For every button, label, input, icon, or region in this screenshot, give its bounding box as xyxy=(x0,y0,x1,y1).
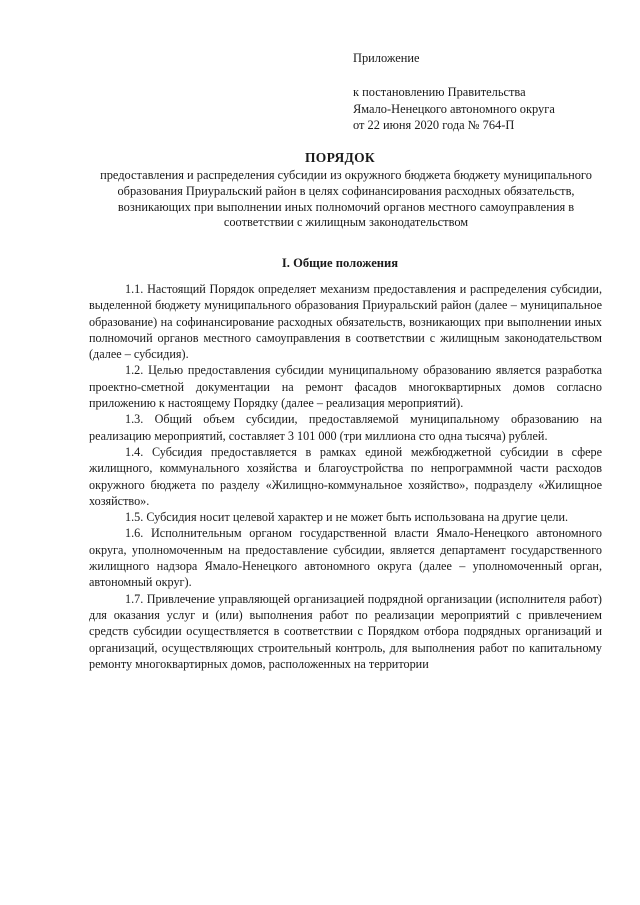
section-heading: I. Общие положения xyxy=(281,256,399,270)
document-subtitle: предоставления и распределения субсидии из окружного бюджета бюджету муниципального образования Приуральский район в целях софинансирования расходных обязательств, возникающих при выполнении иных полномочий органов местного самоуправления в соответствии с жилищным законодательством xyxy=(100,168,592,230)
paragraph-1-6: 1.6. Исполнительным органом государственной власти Ямало-Ненецкого автономного округа, уполномоченным на предоставление субсидии, является департамент государственного жилищного надзора Ямало-Ненецкого автономного округа (далее – уполномоченный орган, автономный округ). xyxy=(89,526,602,590)
document-title: ПОРЯДОК xyxy=(304,150,375,165)
paragraph-1-4: 1.4. Субсидия предоставляется в рамках единой межбюджетной субсидии в сфере жилищного, коммунального хозяйства и благоустройства по непрограммной части расходов окружного бюджета по разделу «Жилищно-коммунальное хозяйство», подразделу «Жилищное хозяйство». xyxy=(89,444,602,508)
paragraph-1-5: 1.5. Субсидия носит целевой характер и не может быть использована на другие цели. xyxy=(125,510,569,525)
paragraph-1-2: 1.2. Целью предоставления субсидии муниципальному образованию является разработка проектно-сметной документации на ремонт фасадов многоквартирных домов согласно приложению к настоящему Порядку (далее – реализация мероприятий). xyxy=(89,363,602,411)
document-body xyxy=(89,281,602,672)
paragraph-1-1: 1.1. Настоящий Порядок определяет механизм предоставления и распределения субсидии, выделенной бюджету муниципального образования Приуральский район (далее – муниципальное образование) на софинансирование расходных обязательств, возникающих при выполнении иных полномочий органов местного самоуправления в соответствии с жилищным законодательством (далее – субсидия). xyxy=(89,282,602,362)
appendix-government: Ямало-Ненецкого автономного округа xyxy=(353,101,555,116)
paragraph-1-3: 1.3. Общий объем субсидии, предоставляемой муниципальному образованию на реализацию мероприятий, составляет 3 101 000 (три миллиона сто одна тысяча) рублей. xyxy=(89,412,602,443)
appendix-block xyxy=(353,50,613,134)
appendix-date-number: от 22 июня 2020 года № 764-П xyxy=(353,118,515,133)
paragraph-1-7: 1.7. Привлечение управляющей организацией подрядной организации (исполнителя работ) для оказания услуг и (или) выполнения работ по реализации мероприятий с привлечением средств субсидии осуществляется в соответствии с Порядком отбора подрядных организаций и организаций, осуществляющих строительный контроль, для выполнения работ по капитальному ремонту многоквартирных домов, расположенных на территории xyxy=(89,591,602,671)
appendix-label: Приложение xyxy=(353,51,420,65)
appendix-resolution: к постановлению Правительства xyxy=(353,84,526,99)
